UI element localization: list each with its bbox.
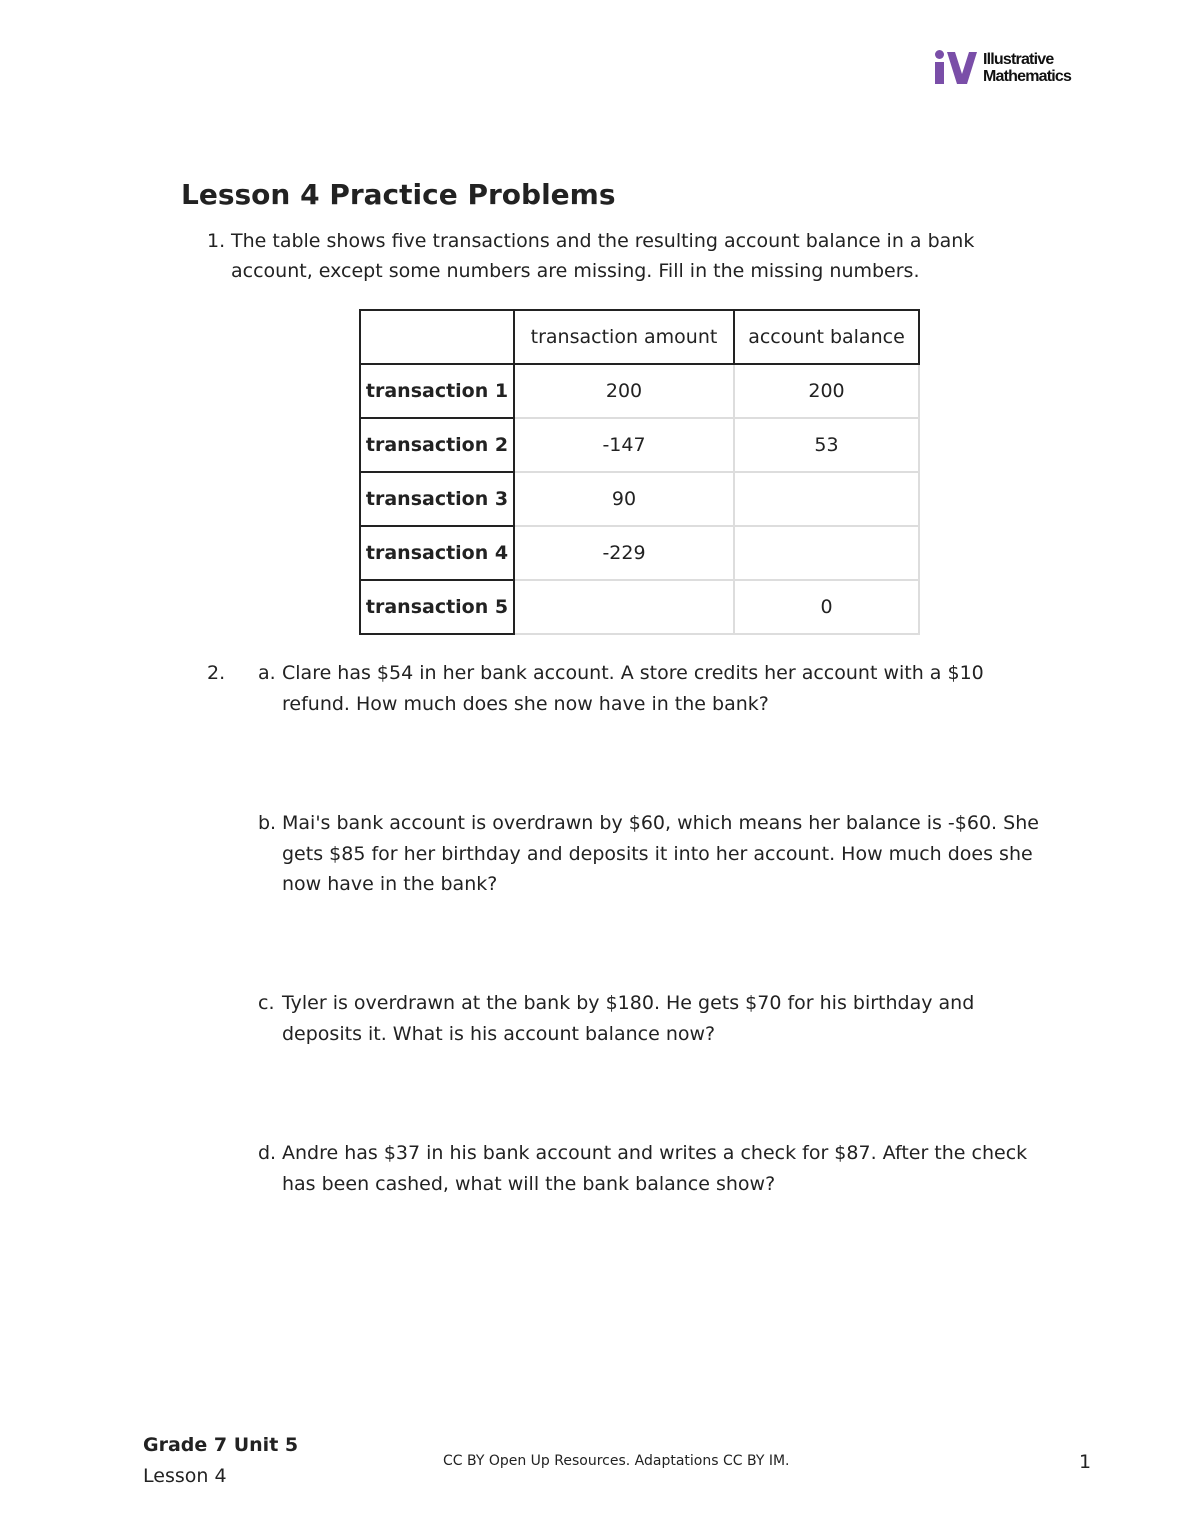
- part-text-line: now have in the bank?: [282, 873, 498, 895]
- part-text-line: deposits it. What is his account balance now?: [282, 1022, 716, 1045]
- part-letter: b.: [258, 812, 277, 834]
- amount-cell: -229: [514, 526, 734, 580]
- row-label: transaction 4: [360, 526, 514, 580]
- page-title: Lesson 4 Practice Problems: [181, 178, 616, 211]
- table-row: [360, 580, 919, 634]
- transactions-table: [359, 309, 920, 635]
- row-label: transaction 5: [360, 580, 514, 634]
- amount-cell: 200: [514, 364, 734, 418]
- part-text-line: Tyler is overdrawn at the bank by $180. He gets $70 for his birthday and: [282, 992, 975, 1014]
- part-text-line: has been cashed, what will the bank balance show?: [282, 1172, 776, 1195]
- problem-1-text-line1: The table shows five transactions and the resulting account balance in a bank: [231, 230, 975, 252]
- part-text-line: Clare has $54 in her bank account. A store credits her account with a $10: [282, 662, 984, 684]
- part-text-line: refund. How much does she now have in the bank?: [282, 692, 769, 715]
- problem-1-text-line2: account, except some numbers are missing. Fill in the missing numbers.: [231, 260, 920, 282]
- table-row: [360, 364, 919, 418]
- part-text-line: Andre has $37 in his bank account and writes a check for $87. After the check: [282, 1142, 1028, 1164]
- logo-line2: Mathematics: [983, 68, 1072, 85]
- table-header-amount: transaction amount: [514, 310, 734, 364]
- table-row: [360, 526, 919, 580]
- part-text-line: gets $85 for her birthday and deposits it into her account. How much does she: [282, 842, 1033, 865]
- logo-line1: Illustrative: [983, 51, 1054, 68]
- balance-cell: [734, 472, 919, 526]
- amount-cell: 90: [514, 472, 734, 526]
- problem-1-number: 1.: [207, 230, 226, 252]
- page-number: 1: [1079, 1451, 1092, 1473]
- row-label: transaction 2: [360, 418, 514, 472]
- illustrative-mathematics-logo: [933, 50, 1071, 86]
- table-row: [360, 418, 919, 472]
- problem-2-number: 2.: [207, 662, 226, 684]
- amount-cell: [514, 580, 734, 634]
- table-header-row: [360, 310, 919, 364]
- part-letter: a.: [258, 662, 276, 684]
- table-header-blank: [360, 310, 514, 364]
- balance-cell: [734, 526, 919, 580]
- footer-grade-unit: Grade 7 Unit 5: [143, 1434, 299, 1456]
- row-label: transaction 3: [360, 472, 514, 526]
- balance-cell: 0: [734, 580, 919, 634]
- part-text-line: Mai's bank account is overdrawn by $60, which means her balance is -$60. She: [282, 812, 1039, 834]
- im-logo-icon: [933, 50, 979, 86]
- table-header-balance: account balance: [734, 310, 919, 364]
- row-label: transaction 1: [360, 364, 514, 418]
- balance-cell: 200: [734, 364, 919, 418]
- part-letter: c.: [258, 992, 275, 1014]
- footer-license: CC BY Open Up Resources. Adaptations CC BY IM.: [443, 1453, 790, 1469]
- part-letter: d.: [258, 1142, 277, 1164]
- amount-cell: -147: [514, 418, 734, 472]
- footer-lesson: Lesson 4: [143, 1465, 227, 1487]
- balance-cell: 53: [734, 418, 919, 472]
- table-row: [360, 472, 919, 526]
